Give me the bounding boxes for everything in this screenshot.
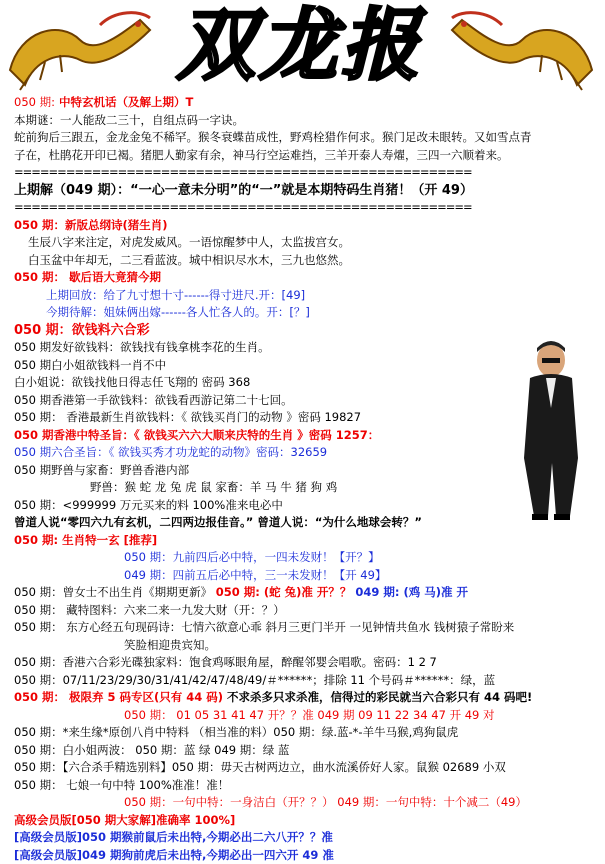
page-title: 双龙报 <box>165 0 435 92</box>
text-segment: 笑脸相迎贵宾知。 <box>124 638 216 652</box>
text-line <box>14 514 594 532</box>
text-line <box>14 567 594 585</box>
text-line <box>14 794 594 812</box>
text-line <box>14 374 594 392</box>
text-line <box>14 182 594 200</box>
text-line <box>14 304 594 322</box>
text-segment: 上期回放：给了九寸想十寸------得寸进尺.开：[49] <box>46 288 305 302</box>
text-segment: 050 期：一句中特：一身洁白（开？？） 049 期：一句中特：十个减二（49） <box>124 795 527 809</box>
text-line <box>14 497 594 515</box>
text-line <box>14 357 594 375</box>
text-line <box>14 427 594 445</box>
text-line <box>14 829 594 847</box>
text-segment: [高级会员版]050 期猴前鼠后未出特,今期必出二六八开？？准 <box>14 830 333 844</box>
text-segment: 050 期：白小姐两波： 050 期：蓝 绿 049 期：绿 蓝 <box>14 743 289 757</box>
text-segment: 子在，杜鹃花开印已褐。猪肥人勤家有余，神马行空运难挡，三羊开泰人寿燿，三四一六顺着来。 <box>14 148 509 162</box>
text-segment: 050 期： 藏特图料：六来二来一九发大财（开：？） <box>14 603 285 617</box>
text-line <box>14 199 594 217</box>
text-segment: 曾道人说“零四六九有玄机，二四两边报佳音。” 曾道人说：“为什么地球会转？” <box>14 515 422 529</box>
text-line <box>14 847 594 864</box>
text-line <box>14 444 594 462</box>
text-line <box>14 812 594 830</box>
text-segment: 050 期: 生肖特一玄 [推荐] <box>14 533 157 547</box>
text-line <box>14 549 594 567</box>
text-segment: 050 期： 香港最新生肖欲钱料：《 欲钱买肖门的动物 》密码 19827 <box>14 410 361 424</box>
text-segment: 050 期：九前四后必中特，一四未发财！【开？】 <box>124 550 380 564</box>
text-line <box>14 112 594 130</box>
text-line <box>14 129 594 147</box>
text-segment: 050 期：欲钱料六合彩 <box>14 323 150 338</box>
text-segment: 蛇前狗后三跟五，金龙金兔不稀罕。猴冬衰蝶苗成性，野鸡栓猎作何求。猴门足改未眼转。又如雪点青 <box>14 130 532 144</box>
text-line <box>14 672 594 690</box>
text-segment: 050 期： 极限弃 5 码专区(只有 44 码) <box>14 690 227 704</box>
text-line <box>14 654 594 672</box>
text-segment: 050 期发好欲钱料：欲钱找有钱拿桃李花的生肖。 <box>14 340 270 354</box>
text-segment: 049 期 09 11 22 34 47 开 49 对 <box>314 708 495 722</box>
text-line <box>14 287 594 305</box>
text-segment: 050 期： 01 05 31 41 47 开？？准 <box>124 708 314 722</box>
header <box>0 0 605 95</box>
text-segment: 050 期： 东方心经五句现码诗：七情六欲意心乖 斜月三更门半开 一见钟情共鱼水 钱树猿子常盼来 <box>14 620 514 634</box>
text-segment: 050 期: <box>14 95 55 109</box>
text-line <box>14 462 594 480</box>
dragon-left-icon <box>0 0 160 95</box>
text-segment: 050 期：香港六合彩光碟独家料：饱食鸡啄眼角屋，醉醒邻婴会唱歌。密码：1 2 7 <box>14 655 437 669</box>
text-segment: 050 期：*来生缘*原创八肖中特料 （相当准的料）050 期：绿.蓝-*-羊牛马猴,鸡狗鼠虎 <box>14 725 458 739</box>
text-segment: 白玉盆中年却无，二三看蓝波。城中相识尽水木，三九也悠然。 <box>28 253 350 267</box>
text-line <box>14 322 594 340</box>
dragon-right-icon <box>442 0 602 95</box>
text-segment: 049 期：四前五后必中特，三一未发财！【开 49】 <box>124 568 386 582</box>
text-line <box>14 147 594 165</box>
text-segment: 050 期白小姐欲钱料一肖不中 <box>14 358 166 372</box>
text-segment: 本期谜：一人能敌二三十，自组点码一字诀。 <box>14 113 244 127</box>
text-segment: ===================================================== <box>14 165 472 179</box>
text-segment: 高级会员版[050 期大家解]准确率 100%] <box>14 813 235 827</box>
text-segment: 不求杀多只求杀准，信得过的彩民就当六合彩只有 44 码吧! <box>227 690 532 704</box>
text-segment: 上期解（049 期）：“一心一意未分明”的“一”就是本期特码生肖猪！（开 49） <box>14 183 473 198</box>
text-segment: 050 期香港第一手欲钱料：欲钱看西游记第二十七回。 <box>14 393 293 407</box>
text-line <box>14 234 594 252</box>
text-segment: 050 期：07/11/23/29/30/31/41/42/47/48/49/＃******；排除 11 个号码＃******：绿，蓝 <box>14 673 495 687</box>
text-segment: 野兽：猴 蛇 龙 兔 虎 鼠 家畜：羊 马 牛 猪 狗 鸡 <box>90 480 337 494</box>
text-line <box>14 724 594 742</box>
text-line <box>14 689 594 707</box>
text-segment: 050 期： 七娘一句中特 100%准准！准！ <box>14 778 229 792</box>
text-line <box>14 759 594 777</box>
text-line <box>14 479 594 497</box>
text-line <box>14 339 594 357</box>
text-segment: 中特玄机话（及解上期）T <box>55 95 193 109</box>
text-segment: 今期待解：姐妹俩出嫁------各人忙各人的。开：[？] <box>46 305 310 319</box>
text-line <box>14 619 594 637</box>
text-line <box>14 409 594 427</box>
text-segment: ===================================================== <box>14 200 472 214</box>
text-line <box>14 252 594 270</box>
text-segment: 生辰八字来注定，对虎发威风。一语惊醒梦中人，太监拔宫女。 <box>28 235 350 249</box>
person-photo-icon <box>516 338 586 520</box>
text-segment: 050 期: (蛇 兔)准 开？？ <box>216 585 352 599</box>
text-line <box>14 94 594 112</box>
text-line <box>14 602 594 620</box>
text-line <box>14 707 594 725</box>
text-line <box>14 777 594 795</box>
text-segment: 050 期： 歇后语大竟猜今期 <box>14 270 161 284</box>
text-segment: 白小姐说：欲钱找他日得志任飞翔的 密码 368 <box>14 375 250 389</box>
text-segment: 049 期: (鸡 马)准 开 <box>351 585 468 599</box>
text-line <box>14 164 594 182</box>
text-segment: 050 期：曾女士不出生肖《期期更新》 <box>14 585 216 599</box>
text-line <box>14 584 594 602</box>
text-line <box>14 392 594 410</box>
text-line <box>14 269 594 287</box>
text-segment: 050 期香港中特圣旨：《 欲钱买六六大顺来庆特的生肖 》密码 1257： <box>14 428 379 442</box>
text-segment: 050 期野兽与家畜：野兽香港内部 <box>14 463 189 477</box>
article-body <box>14 94 594 864</box>
text-segment: 050 期：【六合杀手精选别料】050 期：毋天古树两边立，曲水流溪侨好人家。鼠猴 02689 小双 <box>14 760 506 774</box>
text-segment: [高级会员版]049 期狗前虎后未出特,今期必出一四六开 49 准 <box>14 848 334 862</box>
text-segment: 050 期六合圣旨：《 欲钱买秀才功龙蛇的动物》密码：32659 <box>14 445 327 459</box>
text-line <box>14 217 594 235</box>
text-line <box>14 532 594 550</box>
text-line <box>14 742 594 760</box>
text-segment: 050 期：<999999 万元买来的料 100%准来电必中 <box>14 498 283 512</box>
text-segment: 050 期：新版总纲诗(猪生肖) <box>14 218 168 232</box>
text-line <box>14 637 594 655</box>
